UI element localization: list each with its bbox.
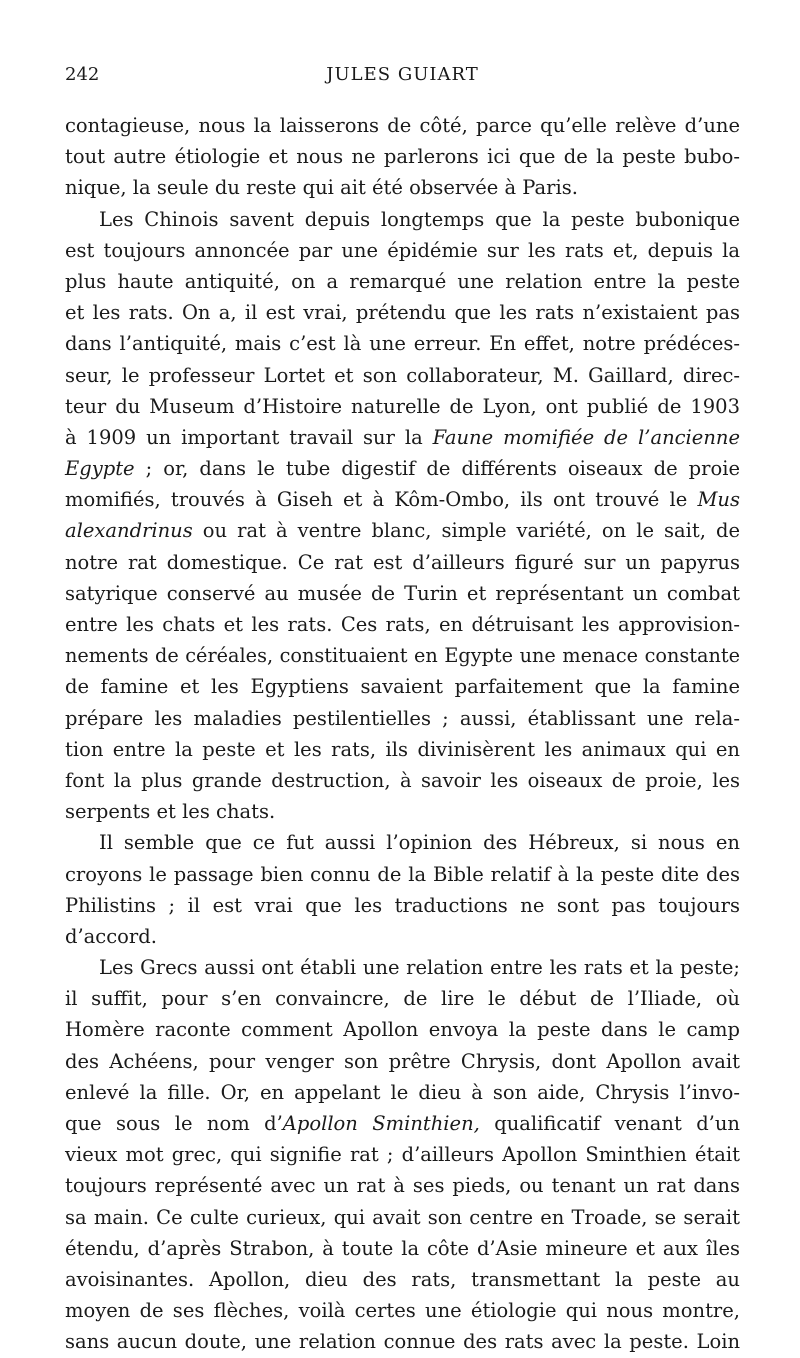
italic-text-segment: alexandrinus (65, 519, 193, 543)
text-segment: de famine et les Egyptiens savaient parfaitement que la famine (65, 675, 740, 699)
text-line (65, 1233, 740, 1264)
text-line (65, 422, 740, 453)
text-segment: Les Chinois savent depuis longtemps que la peste bubonique (99, 207, 740, 231)
text-line (65, 983, 740, 1014)
text-line (65, 671, 740, 702)
text-segment: tout autre étiologie et nous ne parlerons ici que de la peste bubo- (65, 145, 740, 169)
text-segment: nements de céréales, constituaient en Egypte une menace constante (65, 644, 740, 668)
text-line (65, 547, 740, 578)
text-segment: Il semble que ce fut aussi l’opinion des Hébreux, si nous en (99, 831, 740, 855)
text-segment: étendu, d’après Strabon, à toute la côte d’Asie mineure et aux îles (65, 1236, 740, 1260)
text-line (65, 235, 740, 266)
text-line (65, 859, 740, 890)
italic-text-segment: Apollon Sminthien, (282, 1112, 480, 1135)
text-line (65, 328, 740, 359)
text-line (65, 391, 740, 422)
text-line (65, 578, 740, 609)
text-line (65, 890, 740, 921)
text-segment: sans aucun doute, une relation connue des rats avec la peste. Loin (65, 1330, 740, 1354)
text-segment: entre les chats et les rats. Ces rats, en détruisant les approvision- (65, 613, 740, 636)
text-line (65, 1108, 740, 1139)
text-line (65, 1139, 740, 1170)
text-segment: il suffit, pour s’en convaincre, de lire le début de l’Iliade, où (65, 987, 740, 1011)
text-line (65, 172, 740, 203)
text-segment: Les Grecs aussi ont établi une relation entre les rats et la peste; (99, 956, 740, 980)
text-segment: des Achéens, pour venger son prêtre Chrysis, dont Apollon avait (65, 1049, 740, 1073)
text-line (65, 266, 740, 297)
text-line (65, 734, 740, 765)
page-number: 242 (65, 64, 100, 85)
text-line (65, 297, 740, 328)
text-segment: notre rat domestique. Ce rat est d’ailleurs figuré sur un papyrus (65, 550, 740, 574)
text-segment: Homère raconte comment Apollon envoya la peste dans le camp (65, 1018, 740, 1042)
text-segment: momifiés, trouvés à Giseh et à Kôm-Ombo, ils ont trouvé le (65, 488, 698, 512)
text-line (65, 765, 740, 796)
running-header (65, 64, 740, 94)
text-line (65, 515, 740, 546)
text-line (65, 110, 740, 141)
text-line (65, 1295, 740, 1326)
text-line (65, 484, 740, 515)
text-line (65, 952, 740, 983)
text-segment: et les rats. On a, il est vrai, prétendu que les rats n’existaient pas (65, 301, 740, 325)
text-line (65, 1014, 740, 1045)
text-segment: croyons le passage bien connu de la Bible relatif à la peste dite des (65, 862, 740, 886)
text-line (65, 141, 740, 172)
italic-text-segment: Faune momifiée de l’ancienne (432, 425, 740, 449)
text-segment: seur, le professeur Lortet et son collaborateur, M. Gaillard, direc- (65, 363, 740, 387)
text-line (65, 1077, 740, 1108)
text-line (65, 1046, 740, 1077)
text-line (65, 204, 740, 235)
text-segment: qualificatif venant d’un (479, 1112, 740, 1135)
text-line (65, 703, 740, 734)
text-line (65, 640, 740, 671)
text-segment: sa main. Ce culte curieux, qui avait son centre en Troade, se serait (65, 1205, 740, 1229)
italic-text-segment: Egypte (65, 457, 135, 481)
text-segment: teur du Museum d’Histoire naturelle de Lyon, ont publié de 1903 (65, 394, 740, 418)
text-segment: à 1909 un important travail sur la (65, 425, 433, 449)
text-line (65, 1202, 740, 1233)
text-segment: dans l’antiquité, mais c’est là une erreur. En effet, notre prédéces- (65, 332, 740, 356)
text-segment: toujours représenté avec un rat à ses pieds, ou tenant un rat dans (65, 1174, 740, 1198)
text-segment: enlevé la fille. Or, en appelant le dieu à son aide, Chrysis l’invo- (65, 1080, 740, 1104)
text-segment: ou rat à ventre blanc, simple variété, on le sait, de (192, 519, 740, 543)
text-segment: d’accord. (65, 924, 157, 948)
text-segment: que sous le nom d’ (65, 1112, 283, 1135)
running-title: JULES GUIART (326, 64, 479, 85)
text-segment: ; or, dans le tube digestif de différents oiseaux de proie (134, 457, 740, 481)
text-line (65, 453, 740, 484)
text-segment: Philistins ; il est vrai que les traductions ne sont pas toujours (65, 893, 740, 917)
text-segment: tion entre la peste et les rats, ils divinisèrent les animaux qui en (65, 737, 740, 761)
text-segment: font la plus grande destruction, à savoir les oiseaux de proie, les (65, 768, 740, 792)
italic-text-segment: Mus (697, 488, 740, 512)
text-line (65, 921, 740, 952)
body-text (65, 110, 740, 1358)
text-line (65, 827, 740, 858)
text-segment: vieux mot grec, qui signifie rat ; d’ailleurs Apollon Sminthien était (65, 1143, 740, 1167)
text-line (65, 360, 740, 391)
text-line (65, 1326, 740, 1357)
text-line (65, 796, 740, 827)
text-segment: contagieuse, nous la laisserons de côté, parce qu’elle relève d’une (65, 114, 740, 137)
text-segment: est toujours annoncée par une épidémie sur les rats et, depuis la (65, 238, 740, 262)
text-segment: nique, la seule du reste qui ait été observée à Paris. (65, 176, 578, 200)
text-segment: serpents et les chats. (65, 800, 276, 824)
text-segment: satyrique conservé au musée de Turin et représentant un combat (65, 581, 740, 605)
text-line (65, 1264, 740, 1295)
text-segment: avoisinantes. Apollon, dieu des rats, transmettant la peste au (65, 1267, 740, 1291)
text-segment: prépare les maladies pestilentielles ; aussi, établissant une rela- (65, 706, 740, 730)
text-segment: plus haute antiquité, on a remarqué une relation entre la peste (65, 269, 740, 293)
text-segment: moyen de ses flèches, voilà certes une étiologie qui nous montre, (65, 1299, 740, 1323)
text-line (65, 1170, 740, 1201)
text-line (65, 609, 740, 640)
